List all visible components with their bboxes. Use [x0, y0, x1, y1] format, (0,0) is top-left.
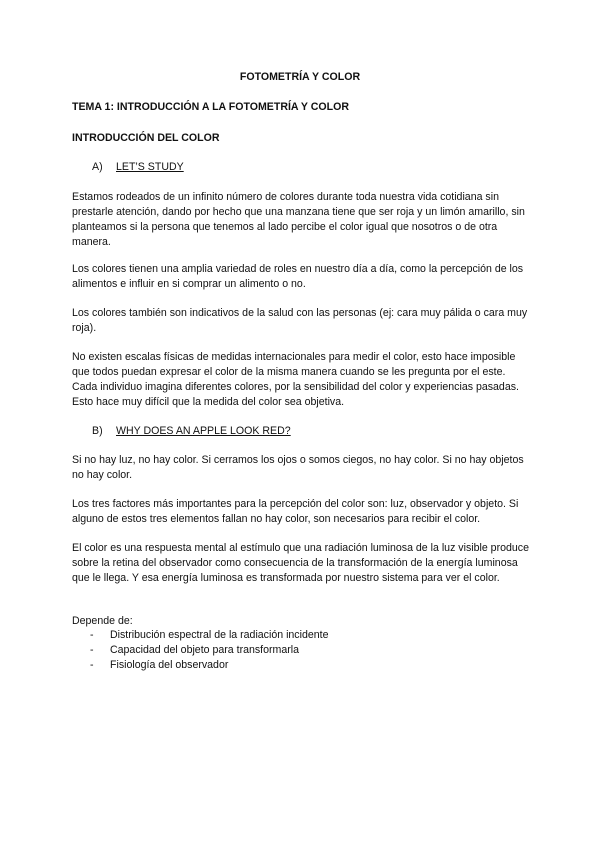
subsection-b-letter: B) — [92, 425, 103, 437]
list-item-text: Fisiología del observador — [110, 659, 229, 671]
list-dash: - — [90, 629, 94, 641]
paragraph: Los colores también son indicativos de la salud con las personas (ej: cara muy pálida o cara muy roja). — [72, 307, 528, 334]
list-item-text: Distribución espectral de la radiación incidente — [110, 629, 329, 641]
paragraph: Los tres factores más importantes para la percepción del color son: luz, observador y objeto. Si alguno de estos tres elementos fallan no hay color, son necesarios para recibir el color. — [72, 498, 519, 525]
list-dash: - — [90, 644, 94, 656]
subsection-a-label: LET’S STUDY — [116, 161, 184, 173]
paragraph: Estamos rodeados de un infinito número de colores durante toda nuestra vida cotidiana sin prestarle atención, dando por hecho que una manzana tiene que ser roja y un limón amarillo, sin planteamos si la persona que tenemos al lado percibe el color igual que nosotros o de otra manera. — [72, 191, 525, 248]
subsection-b-heading — [92, 424, 291, 439]
section-heading: INTRODUCCIÓN DEL COLOR — [72, 132, 220, 144]
paragraph: No existen escalas físicas de medidas internacionales para medir el color, esto hace imposible que todos puedan expresar el color de la misma manera cuando se les pregunta por el este. Cada individuo imagina diferentes colores, por la sensibilidad del color y experiencias pasadas. Esto hace muy difícil que la medida del color sea objetiva. — [72, 351, 519, 408]
list-item — [90, 628, 328, 643]
list-dash: - — [90, 659, 94, 671]
list-item — [90, 658, 328, 673]
subsection-b-label: WHY DOES AN APPLE LOOK RED? — [116, 425, 291, 437]
paragraph: Los colores tienen una amplia variedad de roles en nuestro día a día, como la percepción de los alimentos e influir en si comprar un alimento o no. — [72, 263, 524, 290]
subsection-a-letter: A) — [92, 161, 103, 173]
paragraph: Si no hay luz, no hay color. Si cerramos los ojos o somos ciegos, no hay color. Si no hay objetos no hay color. — [72, 454, 524, 481]
depends-label: Depende de: — [72, 615, 133, 627]
paragraph: El color es una respuesta mental al estímulo que una radiación luminosa de la luz visible produce sobre la retina del observador como consecuencia de la transformación de la energía luminosa que le llega. Y esa energía luminosa es transformada por nuestro sistema para ver el color. — [72, 542, 529, 584]
dependency-list — [90, 628, 328, 673]
list-item-text: Capacidad del objeto para transformarla — [110, 644, 300, 656]
document-title: FOTOMETRÍA Y COLOR — [239, 71, 361, 83]
subsection-a-heading — [92, 160, 184, 175]
topic-heading: TEMA 1: INTRODUCCIÓN A LA FOTOMETRÍA Y COLOR — [72, 101, 350, 113]
list-item — [90, 643, 328, 658]
